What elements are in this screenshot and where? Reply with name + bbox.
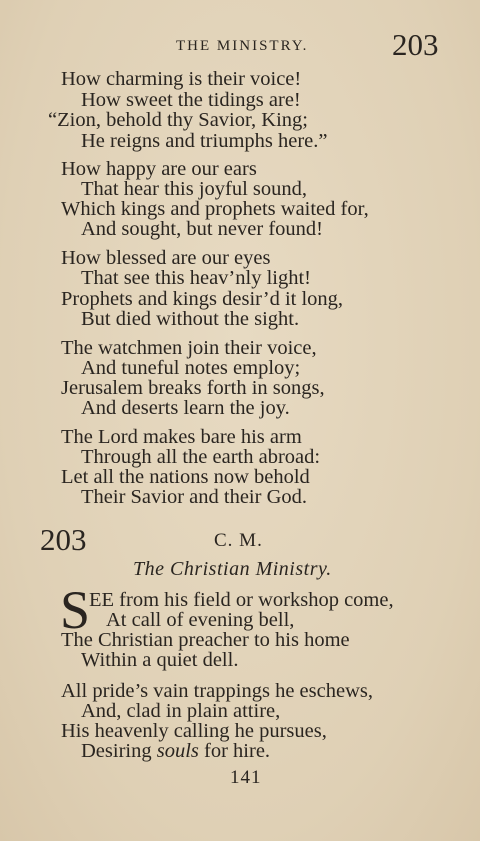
stanza-line: He reigns and triumphs here.” bbox=[81, 130, 328, 152]
italic-word: souls bbox=[156, 740, 199, 762]
line-text: for hire. bbox=[198, 740, 271, 762]
hymn-meter: C. M. bbox=[214, 530, 263, 551]
stanza-line: Prophets and kings desir’d it long, bbox=[61, 288, 344, 310]
page-number: 203 bbox=[392, 27, 439, 62]
stanza-line: The Christian preacher to his home bbox=[61, 629, 350, 651]
stanza-line: “Zion, behold thy Savior, King; bbox=[48, 109, 308, 131]
stanza-line: EE from his field or workshop come, bbox=[89, 589, 394, 611]
stanza-line: The Lord makes bare his arm bbox=[61, 426, 302, 448]
stanza-line: Their Savior and their God. bbox=[81, 486, 308, 508]
stanza-line: Let all the nations now behold bbox=[61, 466, 310, 488]
signature-mark: 141 bbox=[230, 767, 262, 788]
stanza-line: His heavenly calling he pursues, bbox=[61, 720, 327, 742]
stanza-line: Jerusalem breaks forth in songs, bbox=[61, 377, 325, 399]
stanza-line: And deserts learn the joy. bbox=[81, 397, 290, 419]
running-header: THE MINISTRY. bbox=[176, 38, 309, 54]
stanza-line: That hear this joyful sound, bbox=[81, 178, 308, 200]
stanza-line: All pride’s vain trappings he eschews, bbox=[61, 680, 373, 702]
hymn-title: The Christian Ministry. bbox=[133, 558, 332, 580]
stanza-line: And tuneful notes employ; bbox=[81, 357, 301, 379]
stanza-line: Through all the earth abroad: bbox=[81, 446, 321, 468]
stanza-line: At call of evening bell, bbox=[106, 609, 295, 631]
stanza-line: And, clad in plain attire, bbox=[81, 700, 281, 722]
stanza-line: How sweet the tidings are! bbox=[81, 89, 301, 111]
stanza-line: Which kings and prophets waited for, bbox=[61, 198, 369, 220]
stanza-line: The watchmen join their voice, bbox=[61, 337, 317, 359]
stanza-line: That see this heav’nly light! bbox=[81, 267, 311, 289]
hymn-number: 203 bbox=[40, 522, 87, 557]
line-text: Desiring bbox=[81, 740, 157, 762]
stanza-line: How happy are our ears bbox=[61, 158, 257, 180]
stanza-line: Within a quiet dell. bbox=[81, 649, 239, 671]
stanza-line: How charming is their voice! bbox=[61, 68, 302, 90]
drop-cap: S bbox=[60, 580, 91, 640]
stanza-line: And sought, but never found! bbox=[81, 218, 323, 240]
stanza-line bbox=[81, 741, 270, 761]
stanza-line: How blessed are our eyes bbox=[61, 247, 271, 269]
stanza-line: But died without the sight. bbox=[81, 308, 300, 330]
